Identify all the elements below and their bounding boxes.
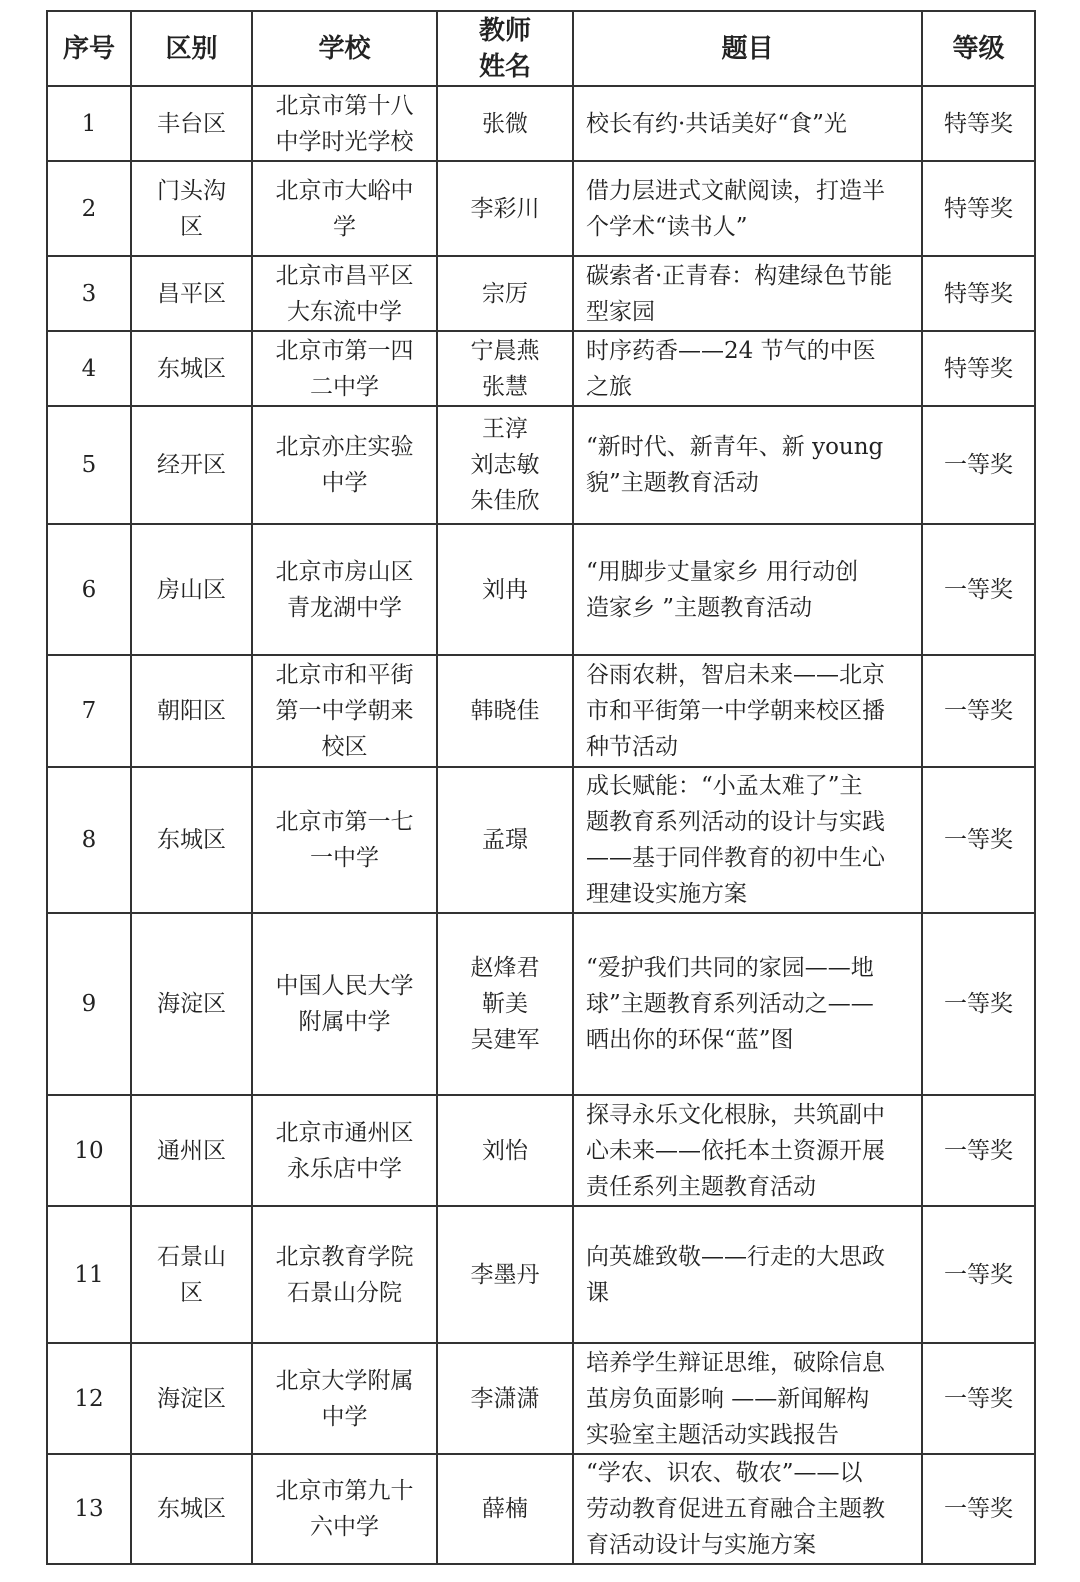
- cell-title: 培养学生辩证思维，破除信息 茧房负面影响 ——新闻解构 实验室主题活动实践报告: [573, 1343, 922, 1454]
- cell-district: 海淀区: [131, 1343, 252, 1454]
- cell-title: 时序药香——24 节气的中医 之旅: [573, 331, 922, 406]
- cell-award: 一等奖: [922, 524, 1035, 655]
- awards-table: [46, 10, 1036, 1565]
- cell-district: 昌平区: [131, 256, 252, 331]
- cell-district: 经开区: [131, 406, 252, 524]
- cell-award: 一等奖: [922, 655, 1035, 767]
- cell-teacher: 宗厉: [437, 256, 573, 331]
- cell-teacher: 薛楠: [437, 1454, 573, 1564]
- cell-school: 北京市房山区 青龙湖中学: [252, 524, 437, 655]
- cell-award: 特等奖: [922, 331, 1035, 406]
- cell-award: 一等奖: [922, 406, 1035, 524]
- cell-award: 特等奖: [922, 256, 1035, 331]
- cell-school: 北京市通州区 永乐店中学: [252, 1095, 437, 1206]
- cell-district: 通州区: [131, 1095, 252, 1206]
- table-row: [47, 655, 1035, 767]
- cell-school: 中国人民大学 附属中学: [252, 913, 437, 1095]
- cell-title: “爱护我们共同的家园——地 球”主题教育系列活动之—— 晒出你的环保“蓝”图: [573, 913, 922, 1095]
- table-row: [47, 331, 1035, 406]
- cell-no: 1: [47, 86, 131, 161]
- cell-teacher: 李彩川: [437, 161, 573, 256]
- cell-school: 北京大学附属 中学: [252, 1343, 437, 1454]
- cell-no: 13: [47, 1454, 131, 1564]
- cell-award: 一等奖: [922, 767, 1035, 913]
- cell-no: 10: [47, 1095, 131, 1206]
- cell-school: 北京市昌平区 大东流中学: [252, 256, 437, 331]
- table-row: [47, 86, 1035, 161]
- cell-teacher: 韩晓佳: [437, 655, 573, 767]
- cell-title: “新时代、新青年、新 young 貌”主题教育活动: [573, 406, 922, 524]
- cell-no: 6: [47, 524, 131, 655]
- cell-district: 门头沟 区: [131, 161, 252, 256]
- table-row: [47, 913, 1035, 1095]
- cell-district: 东城区: [131, 331, 252, 406]
- cell-title: 借力层进式文献阅读，打造半 个学术“读书人”: [573, 161, 922, 256]
- cell-teacher: 宁晨燕 张慧: [437, 331, 573, 406]
- cell-school: 北京市和平街 第一中学朝来 校区: [252, 655, 437, 767]
- cell-school: 北京市第九十 六中学: [252, 1454, 437, 1564]
- cell-school: 北京市第十八 中学时光学校: [252, 86, 437, 161]
- cell-teacher: 李潇潇: [437, 1343, 573, 1454]
- cell-title: 成长赋能：“小孟太难了”主 题教育系列活动的设计与实践 ——基于同伴教育的初中生心 理建设实施方案: [573, 767, 922, 913]
- cell-teacher: 刘冉: [437, 524, 573, 655]
- table-row: [47, 1095, 1035, 1206]
- table-row: [47, 256, 1035, 331]
- cell-district: 东城区: [131, 767, 252, 913]
- header-school: 学校: [252, 11, 437, 86]
- cell-no: 9: [47, 913, 131, 1095]
- cell-district: 丰台区: [131, 86, 252, 161]
- cell-title: 碳索者·正青春：构建绿色节能 型家园: [573, 256, 922, 331]
- cell-teacher: 张微: [437, 86, 573, 161]
- cell-no: 7: [47, 655, 131, 767]
- cell-title: 谷雨农耕，智启未来——北京 市和平街第一中学朝来校区播 种节活动: [573, 655, 922, 767]
- cell-district: 东城区: [131, 1454, 252, 1564]
- header-award: 等级: [922, 11, 1035, 86]
- cell-district: 朝阳区: [131, 655, 252, 767]
- cell-no: 8: [47, 767, 131, 913]
- cell-teacher: 孟璟: [437, 767, 573, 913]
- cell-title: 校长有约·共话美好“食”光: [573, 86, 922, 161]
- cell-award: 特等奖: [922, 86, 1035, 161]
- header-teacher: 教师 姓名: [437, 11, 573, 86]
- cell-school: 北京亦庄实验 中学: [252, 406, 437, 524]
- table-row: [47, 406, 1035, 524]
- header-row: [47, 11, 1035, 86]
- cell-school: 北京教育学院 石景山分院: [252, 1206, 437, 1343]
- cell-no: 2: [47, 161, 131, 256]
- cell-no: 4: [47, 331, 131, 406]
- cell-award: 一等奖: [922, 1206, 1035, 1343]
- cell-no: 3: [47, 256, 131, 331]
- cell-award: 一等奖: [922, 1095, 1035, 1206]
- cell-no: 5: [47, 406, 131, 524]
- table-row: [47, 161, 1035, 256]
- table-row: [47, 524, 1035, 655]
- cell-award: 特等奖: [922, 161, 1035, 256]
- cell-school: 北京市大峪中 学: [252, 161, 437, 256]
- table-row: [47, 1454, 1035, 1564]
- cell-teacher: 李墨丹: [437, 1206, 573, 1343]
- cell-award: 一等奖: [922, 913, 1035, 1095]
- cell-district: 石景山 区: [131, 1206, 252, 1343]
- cell-award: 一等奖: [922, 1343, 1035, 1454]
- header-title: 题目: [573, 11, 922, 86]
- cell-teacher: 刘怡: [437, 1095, 573, 1206]
- header-no: 序号: [47, 11, 131, 86]
- cell-school: 北京市第一七 一中学: [252, 767, 437, 913]
- cell-no: 12: [47, 1343, 131, 1454]
- cell-title: “学农、识农、敬农”——以 劳动教育促进五育融合主题教 育活动设计与实施方案: [573, 1454, 922, 1564]
- cell-teacher: 王淳 刘志敏 朱佳欣: [437, 406, 573, 524]
- cell-district: 海淀区: [131, 913, 252, 1095]
- header-district: 区别: [131, 11, 252, 86]
- cell-district: 房山区: [131, 524, 252, 655]
- table-row: [47, 1206, 1035, 1343]
- cell-no: 11: [47, 1206, 131, 1343]
- cell-title: “用脚步丈量家乡 用行动创 造家乡 ”主题教育活动: [573, 524, 922, 655]
- cell-school: 北京市第一四 二中学: [252, 331, 437, 406]
- cell-award: 一等奖: [922, 1454, 1035, 1564]
- table-row: [47, 1343, 1035, 1454]
- cell-title: 向英雄致敬——行走的大思政 课: [573, 1206, 922, 1343]
- table-row: [47, 767, 1035, 913]
- cell-teacher: 赵烽君 靳美 吴建军: [437, 913, 573, 1095]
- cell-title: 探寻永乐文化根脉，共筑副中 心未来——依托本土资源开展 责任系列主题教育活动: [573, 1095, 922, 1206]
